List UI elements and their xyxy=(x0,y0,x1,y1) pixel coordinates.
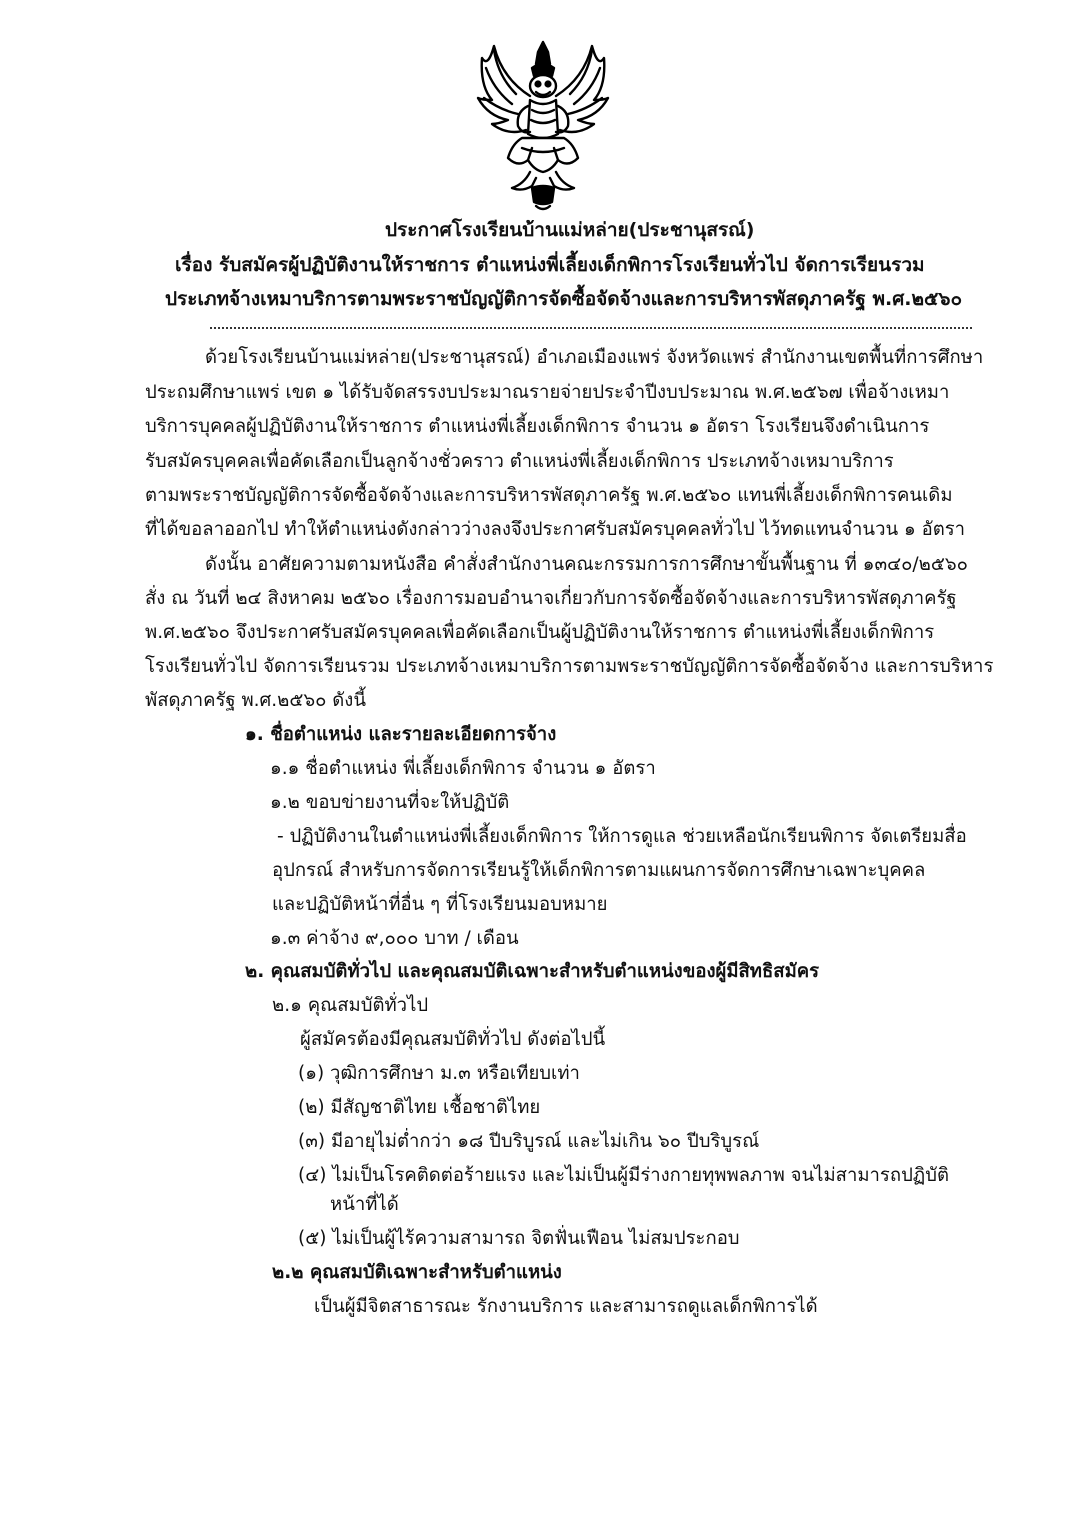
para2-line: พัสดุภาครัฐ พ.ศ.๒๕๖๐ ดังนี้ xyxy=(145,690,366,711)
para1-line: ด้วยโรงเรียนบ้านแม่หล่าย(ประชานุสรณ์) อำเภอเมืองแพร่ จังหวัดแพร่ สำนักงานเขตพื้นที่การศึกษา xyxy=(205,347,984,368)
para2-line: สั่ง ณ วันที่ ๒๔ สิงหาคม ๒๕๖๐ เรื่องการมอบอำนาจเกี่ยวกับการจัดซื้อจัดจ้างและการบริหารพัสดุภาครัฐ xyxy=(145,588,957,609)
duties-line: และปฏิบัติหน้าที่อื่น ๆ ที่โรงเรียนมอบหมาย xyxy=(272,894,608,915)
qualification-item: (๓) มีอายุไม่ต่ำกว่า ๑๘ ปีบริบูรณ์ และไม่เกิน ๖๐ ปีบริบูรณ์ xyxy=(298,1131,760,1152)
section1-item: ๑.๒ ขอบข่ายงานที่จะให้ปฏิบัติ xyxy=(270,792,510,813)
para2-line: พ.ศ.๒๕๖๐ จึงประกาศรับสมัครบุคคลเพื่อคัดเลือกเป็นผู้ปฏิบัติงานให้ราชการ ตำแหน่งพี่เลี้ยงเด็กพิการ xyxy=(145,622,935,643)
announcement-title: ประกาศโรงเรียนบ้านแม่หล่าย(ประชานุสรณ์) xyxy=(385,219,755,241)
section1-item: ๑.๑ ชื่อตำแหน่ง พี่เลี้ยงเด็กพิการ จำนวน ๑ อัตรา xyxy=(270,758,656,779)
qualification-item: (๕) ไม่เป็นผู้ไร้ความสามารถ จิตฟั่นเฟือน ไม่สมประกอบ xyxy=(298,1228,740,1249)
duties-line: อุปกรณ์ สำหรับการจัดการเรียนรู้ให้เด็กพิการตามแผนการจัดการศึกษาเฉพาะบุคคล xyxy=(272,860,926,881)
section1-item: ๑.๓ ค่าจ้าง ๙,๐๐๐ บาท / เดือน xyxy=(270,928,519,949)
dotted-divider xyxy=(210,327,972,329)
para2-line: โรงเรียนทั่วไป จัดการเรียนรวม ประเภทจ้างเหมาบริการตามพระราชบัญญัติการจัดซื้อจัดจ้าง และการบริหาร xyxy=(145,656,994,677)
para1-line: ที่ได้ขอลาออกไป ทำให้ตำแหน่งดังกล่าวว่างลงจึงประกาศรับสมัครบุคคลทั่วไป ไว้ทดแทนจำนวน ๑ อัตรา xyxy=(145,519,966,540)
qualification-item: (๒) มีสัญชาติไทย เชื้อชาติไทย xyxy=(298,1097,541,1118)
subject-line: เรื่อง รับสมัครผู้ปฏิบัติงานให้ราชการ ตำแหน่งพี่เลี้ยงเด็กพิการโรงเรียนทั่วไป จัดการเรียนรวม xyxy=(175,254,925,276)
specific-qualification: เป็นผู้มีจิตสาธารณะ รักงานบริการ และสามารถดูแลเด็กพิการได้ xyxy=(314,1296,818,1317)
qualification-item: (๑) วุฒิการศึกษา ม.๓ หรือเทียบเท่า xyxy=(298,1063,580,1084)
qualification-intro: ผู้สมัครต้องมีคุณสมบัติทั่วไป ดังต่อไปนี้ xyxy=(300,1029,606,1050)
section2-subheading: ๒.๑ คุณสมบัติทั่วไป xyxy=(272,995,429,1016)
section1-title: ๑. ชื่อตำแหน่ง และรายละเอียดการจ้าง xyxy=(245,724,557,745)
qualification-item: (๔) ไม่เป็นโรคติดต่อร้ายแรง และไม่เป็นผู้มีร่างกายทุพพลภาพ จนไม่สามารถปฏิบัติ xyxy=(298,1165,949,1186)
para1-line: ประถมศึกษาแพร่ เขต ๑ ได้รับจัดสรรงบประมาณรายจ่ายประจำปีงบประมาณ พ.ศ.๒๕๖๗ เพื่อจ้างเหมา xyxy=(145,382,950,403)
subject-line-2: ประเภทจ้างเหมาบริการตามพระราชบัญญัติการจัดซื้อจัดจ้างและการบริหารพัสดุภาครัฐ พ.ศ.๒๕๖๐ xyxy=(165,288,963,310)
duties-line: - ปฏิบัติงานในตำแหน่งพี่เลี้ยงเด็กพิการ ให้การดูแล ช่วยเหลือนักเรียนพิการ จัดเตรียมสื่อ xyxy=(277,826,967,847)
para1-line: รับสมัครบุคคลเพื่อคัดเลือกเป็นลูกจ้างชั่วคราว ตำแหน่งพี่เลี้ยงเด็กพิการ ประเภทจ้างเหมาบริการ xyxy=(145,451,894,472)
para1-line: บริการบุคคลผู้ปฏิบัติงานให้ราชการ ตำแหน่งพี่เลี้ยงเด็กพิการ จำนวน ๑ อัตรา โรงเรียนจึงดำเนินการ xyxy=(145,416,930,437)
section2-title: ๒. คุณสมบัติทั่วไป และคุณสมบัติเฉพาะสำหรับตำแหน่งของผู้มีสิทธิสมัคร xyxy=(245,961,820,982)
qualification-item-continued: หน้าที่ได้ xyxy=(330,1194,399,1215)
garuda-emblem-icon xyxy=(472,38,614,214)
section2-subheading: ๒.๒ คุณสมบัติเฉพาะสำหรับตำแหน่ง xyxy=(272,1262,562,1283)
para1-line: ตามพระราชบัญญัติการจัดซื้อจัดจ้างและการบริหารพัสดุภาครัฐ พ.ศ.๒๕๖๐ แทนพี่เลี้ยงเด็กพิการคนเดิม xyxy=(145,485,953,506)
para2-line: ดังนั้น อาศัยความตามหนังสือ คำสั่งสำนักงานคณะกรรมการการศึกษาขั้นพื้นฐาน ที่ ๑๓๔๐/๒๕๖๐ xyxy=(205,554,968,575)
